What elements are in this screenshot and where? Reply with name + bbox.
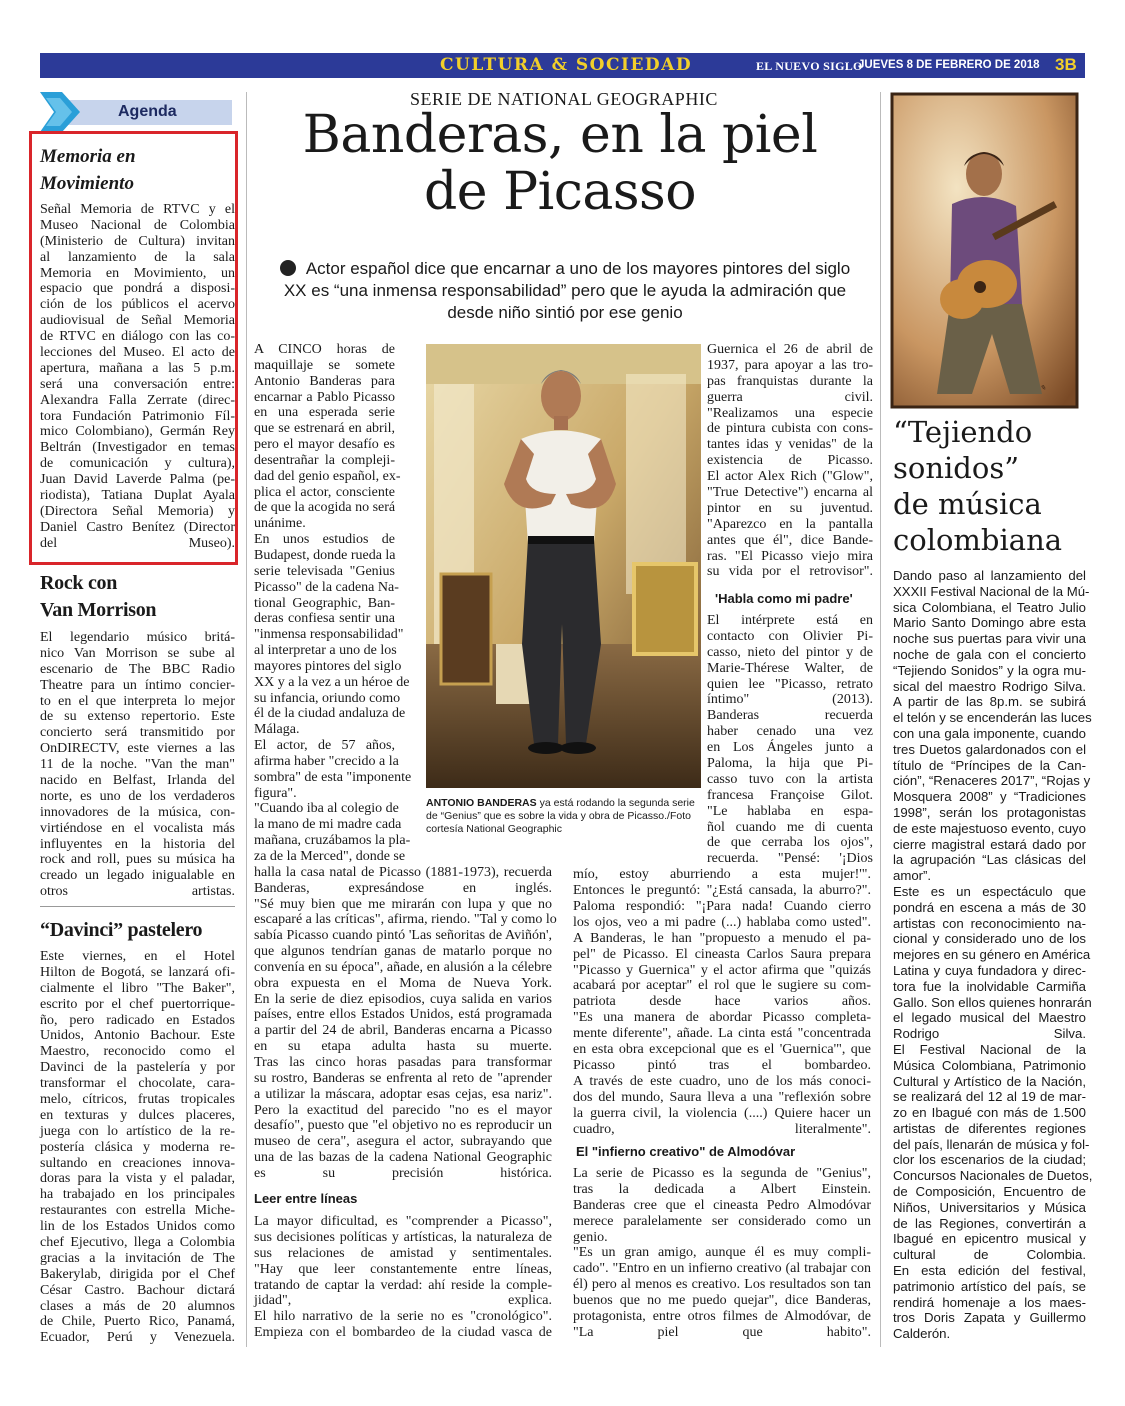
text-line: una de las bazas de la cadena National Geographic bbox=[254, 1150, 552, 1166]
text-line: a partir del 24 de abril, Banderas encarna a Picasso bbox=[254, 1023, 552, 1039]
text-line: "Hay que leer constantemente entre líneas, bbox=[254, 1261, 552, 1277]
text-line: de este majestuoso evento, cuyo bbox=[893, 820, 1086, 836]
text-line: Theatre para un íntimo concier- bbox=[40, 677, 235, 693]
text-line: tora Fundación Patrimonio Fíl- bbox=[40, 408, 235, 424]
text-line: cado". "Entro en un infierno creativo (al trabajar con bbox=[573, 1261, 871, 1277]
text-line: sus relaciones de amistad y sentimentales. bbox=[254, 1245, 552, 1261]
guitarist-painting bbox=[892, 94, 1077, 407]
text-line: rock and roll, pues su música ha bbox=[40, 852, 235, 868]
text-line: desafío", puesto que "el objetivo no es reproducir un bbox=[254, 1118, 552, 1134]
text-line: Guernica el 26 de abril de bbox=[707, 342, 873, 357]
text-line: del Museo). bbox=[40, 535, 235, 551]
text-line: “Tejiendo Sonidos” y la ogra mu- bbox=[893, 662, 1086, 678]
text-line: innovadores de la música, con- bbox=[40, 804, 235, 820]
text-line: en esta obra excepcional que es el 'Guernica'", que bbox=[573, 1042, 871, 1058]
text-line: Paloma, la hija que Pi- bbox=[707, 756, 873, 772]
text-line: su infancia, oriundo como bbox=[254, 690, 401, 706]
text-line: quien lee "Picasso, retrato bbox=[707, 676, 873, 692]
text-line: El intérprete está en bbox=[707, 613, 873, 628]
text-line: sica Colombiana, el Teatro Julio bbox=[893, 599, 1086, 615]
deck-text: Actor español dice que encarnar a uno de los mayores pintores del siglo XX es “una inmensa responsabilidad” pero que le ayuda la admiración que desde niño sintió por ese genio bbox=[283, 259, 851, 322]
text-line: espacio que pondrá a disposi- bbox=[40, 281, 235, 297]
text-line: la guerra civil, la violencia (....) Quiere hacer un bbox=[573, 1105, 871, 1121]
text-line: Gallo. Son ellos quienes honrarán bbox=[893, 994, 1092, 1010]
text-line: transformar el chocolate, cara- bbox=[40, 1076, 235, 1092]
text-line: Beltrán (Investigador en temas bbox=[40, 440, 235, 456]
text-line: en texturas y dulces placeres, bbox=[40, 1107, 235, 1123]
text-line: de Composición, Encuentro de bbox=[893, 1184, 1086, 1200]
text-line: del país, llenarán de música y fol- bbox=[893, 1136, 1090, 1152]
text-line: Málaga. bbox=[254, 722, 300, 738]
text-line: encarnar a Pablo Picasso bbox=[254, 389, 395, 405]
text-line: guerra civil. bbox=[707, 389, 873, 405]
agenda-rock-text bbox=[40, 630, 235, 900]
text-line: otros artistas. bbox=[40, 884, 235, 900]
text-line: mañana, cruzábamos la pla- bbox=[254, 833, 411, 849]
text-line: tional Geographic, Ban- bbox=[254, 595, 395, 611]
text-line: es su precisión histórica. bbox=[254, 1165, 552, 1181]
text-line: dos del mundo, Saura lleva a una "reflexión sobre bbox=[573, 1089, 871, 1105]
text-line: museo de cera", asegura el actor, subrayando que bbox=[254, 1134, 552, 1150]
text-line: Calderón. bbox=[893, 1326, 951, 1342]
text-line: zo en Ibagué con más de 1.500 bbox=[893, 1105, 1086, 1121]
text-line: melo, cítricos, frutas tropicales bbox=[40, 1092, 235, 1108]
text-line: El legendario músico britá- bbox=[40, 630, 235, 645]
article-body-col1 bbox=[254, 342, 557, 1182]
text-line: restaurantes con estrella Miche- bbox=[40, 1203, 235, 1219]
text-line: de que cerraba los ojos", bbox=[707, 835, 873, 851]
text-line: sombra" de esta "imponente bbox=[254, 769, 412, 785]
text-line: tratando de captar la verdad: ahí reside la comple- bbox=[254, 1277, 552, 1293]
agenda-memoria-text bbox=[40, 202, 235, 552]
item-title: “Davinci” pastelero bbox=[40, 919, 203, 941]
text-line: El actor Alex Rich ("Glow", bbox=[707, 469, 873, 485]
text-line: XX y a la vez a un héroe de bbox=[254, 674, 410, 690]
text-line: haber cenado una vez bbox=[707, 724, 873, 740]
text-line: El actor, de 57 años, bbox=[254, 738, 395, 754]
text-line: de su extenso repertorio. Este bbox=[40, 709, 235, 725]
text-line: mico Colombiano), Germán Rey bbox=[40, 424, 235, 440]
text-line: con una gala imponente, cuando bbox=[893, 725, 1086, 741]
text-line: La serie de Picasso es la segunda de "Genius", bbox=[573, 1166, 871, 1181]
text-line: Concursos Nacionales de Duetos, bbox=[893, 1168, 1093, 1184]
text-line: su vida por el retrovisor". bbox=[707, 564, 873, 580]
text-line: nico Van Morrison se sube al bbox=[40, 645, 235, 661]
subheading: El "infierno creativo" de Almodóvar bbox=[576, 1144, 796, 1159]
arrow-icon bbox=[40, 92, 80, 132]
text-line: halla la casa natal de Picasso (1881-1973), recuerda bbox=[254, 864, 552, 880]
text-line: escaparé a las críticas", afirma, riendo. "Tal y como lo bbox=[254, 912, 557, 928]
text-line: tora fue la inolvidable Carmiña bbox=[893, 978, 1086, 994]
subheading: 'Habla como mi padre' bbox=[715, 591, 853, 606]
text-line: Marie-Thérese Walter, de bbox=[707, 660, 873, 676]
text-line: "Es un gran amigo, aunque él es muy compli- bbox=[573, 1245, 871, 1261]
agenda-item-memoria bbox=[40, 143, 136, 197]
text-line: pintor en su juventud. bbox=[707, 500, 873, 516]
text-line: Ibagué en epicentro musical y bbox=[893, 1231, 1086, 1247]
caption-text: ya está rodando la segunda serie de “Genius” que es sobre la vida y obra de Picasso./Foto cortesía National Geographic bbox=[426, 797, 695, 835]
text-line: Memoria en Movimiento, un bbox=[40, 265, 235, 281]
text-line: dad del genio español, ex- bbox=[254, 468, 401, 484]
newspaper-name: EL NUEVO SIGLO bbox=[756, 59, 863, 73]
text-line: Este es un espectáculo que bbox=[893, 883, 1086, 899]
text-line: en Los Ángeles junto a bbox=[707, 740, 873, 756]
text-line: tres Duetos galardonados con el bbox=[893, 741, 1086, 757]
text-line: za de la Merced", donde se bbox=[254, 849, 406, 864]
text-line: Budapest, donde rueda la bbox=[254, 547, 396, 563]
text-line: de Chile, Puerto Rico, Panamá, bbox=[40, 1314, 235, 1330]
text-line: noche de gala con el concierto bbox=[893, 646, 1086, 662]
text-line: "Picasso y Guernica" y el actor afirma que "quizás bbox=[573, 962, 871, 978]
title-line: sonidos” bbox=[893, 451, 1020, 485]
text-line: existencia de Picasso. bbox=[707, 453, 873, 469]
text-line: ción de los públicos el acervo bbox=[40, 297, 235, 313]
text-line: casso, nieto del pintor y de bbox=[707, 644, 873, 660]
text-line: mío, estoy aburriendo a esta mujer!'". bbox=[573, 867, 871, 883]
text-line: "True Detective") encarna al bbox=[707, 485, 873, 501]
text-line: Latina y cuya fundadora y direc- bbox=[893, 962, 1086, 978]
side-article-text bbox=[893, 568, 1093, 1342]
text-line: unánime. bbox=[254, 516, 306, 532]
agenda-davinci-text bbox=[40, 949, 235, 1346]
text-line: mayores pintores del siglo bbox=[254, 658, 402, 674]
text-line: Daniel Castro Benítez (Director bbox=[40, 519, 235, 535]
text-line: "Sé muy bien que me mirarán con lupa y que no bbox=[254, 896, 552, 912]
text-line: plica el actor, consciente bbox=[254, 484, 395, 500]
text-line: al lanzamiento de la sala bbox=[40, 249, 235, 265]
text-line: César Castro. Bachour dictará bbox=[40, 1282, 235, 1298]
text-line: Banderas recuerda bbox=[707, 708, 873, 724]
text-line: Juan David Laverde Palma (pe- bbox=[40, 472, 235, 488]
text-line: recuerda. "Pensé: '¡Dios bbox=[707, 851, 873, 867]
text-line: de que la acogida no será bbox=[254, 500, 396, 516]
text-line: genio. bbox=[573, 1229, 608, 1245]
text-line: cuadro, literalmente". bbox=[573, 1121, 871, 1137]
text-line: Paloma respondió: "¡Para nada! Cuando cierro bbox=[573, 899, 871, 915]
text-line: él de la ciudad andaluza de bbox=[254, 706, 406, 722]
text-line: título de “Príncipes de la Can- bbox=[893, 757, 1086, 773]
text-line: juega con lo artístico de la re- bbox=[40, 1123, 235, 1139]
text-line: A Banderas, le han "propuesto a menudo el pa- bbox=[573, 930, 871, 946]
text-line: cierre magistral estará dado por bbox=[893, 836, 1086, 852]
text-line: creado un legado inigualable en bbox=[40, 868, 235, 884]
text-line: Pero la exactitud del parecido "no es el mayor bbox=[254, 1102, 552, 1118]
item-title: Van Morrison bbox=[40, 599, 157, 621]
text-line: En unos estudios de bbox=[254, 532, 395, 548]
headline-line: Banderas, en la piel bbox=[302, 105, 818, 165]
text-line: chef Ejecutivo, llega a Colombia bbox=[40, 1235, 235, 1251]
text-line: virtiéndose en el vocalista más bbox=[40, 820, 235, 836]
text-line: A través de este cuadro, uno de los más conoci- bbox=[573, 1073, 871, 1089]
text-line: "Cuando iba al colegio de bbox=[254, 801, 399, 817]
text-line: riodista), Tatiana Duplat Ayala bbox=[40, 488, 235, 504]
caption-lead: ANTONIO BANDERAS bbox=[426, 797, 537, 809]
text-line: sultando en creaciones innova- bbox=[40, 1155, 235, 1171]
text-line: (Directora Señal Memoria) y bbox=[40, 503, 235, 519]
text-line: tantes idas y venidas" de la bbox=[707, 437, 873, 453]
text-line: La mayor dificultad, es "comprender a Picasso", bbox=[254, 1214, 552, 1229]
text-line: pondrá en escena a más de 30 bbox=[893, 899, 1086, 915]
text-line: pero el mayor desafío es bbox=[254, 437, 395, 453]
text-line: patrimonio artístico del país, se bbox=[893, 1278, 1086, 1294]
text-line: A partir de las 8p.m. se subirá bbox=[893, 694, 1086, 710]
text-line: será una conversación entre: bbox=[40, 376, 235, 392]
text-line: la agrupación “Las clásicas del bbox=[893, 852, 1086, 868]
text-line: tros Doris Zapata y Guillermo bbox=[893, 1310, 1086, 1326]
text-line: Ecuador, Perú y Venezuela. bbox=[40, 1330, 235, 1346]
text-line: ras. "El Picasso viejo mira bbox=[707, 548, 873, 564]
text-line: audiovisual de Señal Memoria bbox=[40, 313, 235, 329]
text-line: ción”, “Renaceres 2017”, “Rojas y bbox=[893, 773, 1091, 789]
text-line: se realizará del 12 al 19 de mar- bbox=[893, 1089, 1086, 1105]
agenda-item-rock bbox=[40, 570, 156, 624]
text-line: de comunicación y cultura), bbox=[40, 456, 235, 472]
text-line: francesa Françoise Gilot. bbox=[707, 787, 873, 803]
bullet-icon bbox=[280, 260, 296, 276]
text-line: apertura, mañana a las 5 p.m. bbox=[40, 360, 235, 376]
text-line: Museo Nacional de Colombia bbox=[40, 217, 235, 233]
page-number: 3B bbox=[1055, 55, 1077, 74]
text-line: artistas con reconocimiento na- bbox=[893, 915, 1086, 931]
publication-date: JUEVES 8 DE FEBRERO DE 2018 bbox=[858, 59, 1040, 71]
text-line: "Realizamos una especie bbox=[707, 405, 873, 421]
side-article-title bbox=[893, 414, 1062, 558]
text-line: afirma haber "crecido a la bbox=[254, 753, 399, 769]
text-line: "Es una manera de abordar Picasso completa- bbox=[573, 1010, 871, 1026]
text-line: sabía Picasso cuando pintó 'Las señoritas de Aviñón', bbox=[254, 928, 552, 944]
text-line: países, entre ellos Estados Unidos, está programada bbox=[254, 1007, 552, 1023]
text-line: el telón y se encenderán las luces bbox=[893, 710, 1092, 726]
text-line: él) pero al menos es creativo. Los resultados son tan bbox=[573, 1277, 871, 1293]
text-line: Música Colombiana, Patrimonio bbox=[893, 1057, 1086, 1073]
text-line: ha trabajado en los principales bbox=[40, 1187, 235, 1203]
text-line: desentrañar la compleji- bbox=[254, 452, 395, 468]
text-line: rendirá homenaje a los maes- bbox=[893, 1294, 1086, 1310]
text-line: Alexandra Falla Zerrate (direc- bbox=[40, 392, 235, 408]
text-line: Maestro, reconocido como el bbox=[40, 1044, 235, 1060]
text-line: El Festival Nacional de la bbox=[893, 1041, 1086, 1057]
text-line: OnDIRECTV, este viernes a las bbox=[40, 741, 235, 757]
text-line: a utilizar la máscara, adoptar esas cejas, esa nariz". bbox=[254, 1086, 552, 1102]
article-deck bbox=[270, 258, 860, 324]
text-line: jidad", explica. bbox=[254, 1293, 552, 1309]
text-line: postería clásica y moderna re- bbox=[40, 1139, 235, 1155]
column-divider bbox=[246, 92, 247, 1347]
text-line: artistas de diferentes regiones bbox=[893, 1120, 1086, 1136]
text-line: pel" de Picasso. El cineasta Carlos Saura prepara bbox=[573, 946, 871, 962]
text-line: clases a más de 20 alumnos bbox=[40, 1298, 235, 1314]
text-line: En esta edición del festival, bbox=[893, 1263, 1086, 1279]
text-line: Hilton de Bogotá, se lanzará ofi- bbox=[40, 964, 235, 980]
text-line: íntimo" (2013). bbox=[707, 692, 873, 708]
text-line: figura". bbox=[254, 785, 297, 801]
text-line: Picasso pintó tras el bombardeo. bbox=[573, 1057, 871, 1073]
text-line: mente diferente", añade. La cinta está "concentrada bbox=[573, 1026, 871, 1042]
text-line: El hilo narrativo de la serie no es "cronológico". bbox=[254, 1309, 552, 1325]
agenda-label: Agenda bbox=[118, 103, 177, 120]
text-line: "inmensa responsabilidad" bbox=[254, 627, 404, 643]
article-photo bbox=[426, 344, 701, 788]
text-line: "Le hablaba en espa- bbox=[707, 803, 873, 819]
text-line: sical del maestro Rodrigo Silva. bbox=[893, 678, 1086, 694]
text-line: lecciones del Museo. El acto de bbox=[40, 345, 235, 361]
text-line: gracias a la invitación de The bbox=[40, 1250, 235, 1266]
text-line: Dando paso al lanzamiento del bbox=[893, 568, 1086, 583]
article-headline bbox=[245, 107, 875, 221]
text-line: (Ministerio de Cultura) invitan bbox=[40, 233, 235, 249]
text-line: A CINCO horas de bbox=[254, 342, 395, 357]
text-line: Davinci de la pastelería y por bbox=[40, 1060, 235, 1076]
text-line: al interpretar a uno de los bbox=[254, 643, 397, 659]
text-line: cultural de Colombia. bbox=[893, 1247, 1086, 1263]
headline-line: de Picasso bbox=[423, 162, 696, 222]
text-line: Banderas cree que el cineasta Pedro Almodóvar bbox=[573, 1197, 871, 1213]
text-line: obra expuesta en el Moma de Nueva York. bbox=[254, 975, 552, 991]
text-line: el legado musical del Maestro bbox=[893, 1010, 1086, 1026]
text-line: cialmente el libro "The Baker", bbox=[40, 980, 235, 996]
text-line: Antonio Banderas para bbox=[254, 373, 395, 389]
article-body-col1b bbox=[254, 1214, 552, 1341]
column-divider bbox=[880, 92, 881, 1347]
text-line: "La piel que habito". bbox=[573, 1324, 871, 1340]
text-line: casso tuvo con la artista bbox=[707, 771, 873, 787]
title-line: colombiana bbox=[893, 523, 1063, 557]
text-line: los ojos, veo a mi padre (...) hablaba como usted". bbox=[573, 914, 871, 930]
text-line: ño, pero radicado en Estados bbox=[40, 1012, 235, 1028]
text-line: sus decisiones políticas y artísticas, la naturaleza de bbox=[254, 1229, 552, 1245]
text-line: Picasso" de la cadena Na- bbox=[254, 579, 399, 595]
text-line: escenario de The BBC Radio bbox=[40, 661, 235, 677]
title-line: “Tejiendo bbox=[893, 415, 1033, 449]
photo-caption bbox=[426, 797, 701, 836]
text-line: doras para la vista y el paladar, bbox=[40, 1171, 235, 1187]
text-line: de las Regiones, convertirán a bbox=[893, 1215, 1086, 1231]
text-line: influyentes en la historia del bbox=[40, 836, 235, 852]
text-line: serie televisada "Genius bbox=[254, 563, 395, 579]
text-line: contacto con Olivier Pi- bbox=[707, 628, 873, 644]
text-line: Este viernes, en el Hotel bbox=[40, 949, 235, 964]
text-line: Mario Santo Domingo abre esta bbox=[893, 615, 1086, 631]
text-line: convenía en su época", añade, en alusión a la célebre bbox=[254, 959, 552, 975]
text-line: XXXII Festival Nacional de la Mú- bbox=[893, 583, 1090, 599]
text-line: 11 de la noche. "Van the man" bbox=[40, 757, 235, 773]
text-line: Entonces le preguntó: "¿Está cansada, la aburro?". bbox=[573, 883, 871, 899]
article-kicker: SERIE DE NATIONAL GEOGRAPHIC bbox=[410, 89, 718, 109]
text-line: en una esperada serie bbox=[254, 405, 395, 421]
text-line: clor los escenarios de la ciudad; bbox=[893, 1152, 1086, 1168]
text-line: Tras las cinco horas pasadas para transformar bbox=[254, 1054, 552, 1070]
text-line: "Aparezco en la pantalla bbox=[707, 516, 873, 532]
text-line: Unidos, Antonio Bachour. Este bbox=[40, 1028, 235, 1044]
text-line: to en el que interpreta lo mejor bbox=[40, 693, 235, 709]
text-line: nacido en Belfast, Irlanda del bbox=[40, 773, 235, 789]
text-line: concierto será transmitido por bbox=[40, 725, 235, 741]
text-line: cional y considerado uno de los bbox=[893, 931, 1086, 947]
text-line: la mano de mi madre cada bbox=[254, 817, 402, 833]
text-line: Cultural y Artístico de la Nación, bbox=[893, 1073, 1086, 1089]
text-line: En la serie de diez episodios, cuya salida en varios bbox=[254, 991, 552, 1007]
subheading: Leer entre líneas bbox=[254, 1191, 358, 1206]
title-line: de música bbox=[893, 487, 1042, 521]
divider bbox=[40, 906, 235, 907]
item-title: Memoria en bbox=[40, 146, 136, 167]
article-body-col2c bbox=[573, 1166, 871, 1341]
svg-text:✎: ✎ bbox=[1040, 384, 1046, 392]
text-line: ñol cuando me di cuenta bbox=[707, 819, 873, 835]
text-line: 1937, para apoyar a las tro- bbox=[707, 357, 873, 373]
text-line: su rostro, Banderas se enfrenta al reto de "aprender bbox=[254, 1070, 552, 1086]
text-line: tras la dedicada a Albert Einstein. bbox=[573, 1181, 871, 1197]
text-line: Empieza con el bombardeo de la ciudad vasca de bbox=[254, 1325, 552, 1341]
article-body-col2 bbox=[707, 342, 873, 580]
text-line: buenos que no me puedo quejar", dice Banderas, bbox=[573, 1293, 871, 1309]
text-line: 1998”, serán los protagonistas bbox=[893, 804, 1086, 820]
text-line: Banderas, expresándose en inglés. bbox=[254, 880, 552, 896]
text-line: de pintura cubista con cons- bbox=[707, 421, 873, 437]
text-line: amor”. bbox=[893, 868, 932, 884]
text-line: patriota desde hace varios años. bbox=[573, 994, 871, 1010]
text-line: norte, es uno de los verdaderos bbox=[40, 788, 235, 804]
text-line: lin de los Estados Unidos como bbox=[40, 1219, 235, 1235]
text-line: pas franquistas durante la bbox=[707, 373, 873, 389]
text-line: protagonista, entre otros filmes de Almodóvar, de bbox=[573, 1309, 871, 1325]
text-line: Bakerylab, dirigida por el Chef bbox=[40, 1266, 235, 1282]
article-body-col2b bbox=[573, 613, 873, 1137]
text-line: Niños, Universitarios y Música bbox=[893, 1199, 1086, 1215]
text-line: merece paralelamente ser considerado como un bbox=[573, 1213, 871, 1229]
text-line: Rodrigo Silva. bbox=[893, 1026, 1086, 1042]
text-line: acabará por aceptar" el rol que le sugiere su com- bbox=[573, 978, 871, 994]
text-line: maquillaje se somete bbox=[254, 357, 395, 373]
text-line: en su etapa adulta hasta su muerte. bbox=[254, 1039, 552, 1055]
text-line: noche sus puertas para vivir una bbox=[893, 631, 1086, 647]
text-line: escrito por el chef puertorrique- bbox=[40, 996, 235, 1012]
text-line: de RTVC en diálogo con las co- bbox=[40, 329, 235, 345]
section-name: CULTURA & SOCIEDAD bbox=[440, 55, 693, 75]
text-line: deras confiesa sentir una bbox=[254, 611, 395, 627]
item-title: Movimiento bbox=[40, 173, 134, 194]
text-line: antes que él", dice Bande- bbox=[707, 532, 873, 548]
text-line: Mosquera 2008” y “Tradiciones bbox=[893, 789, 1086, 805]
text-line: que algunos tendrían ganas de matarlo porque no bbox=[254, 944, 552, 960]
text-line: Señal Memoria de RTVC y el bbox=[40, 202, 235, 217]
text-line: mejores en su género en América bbox=[893, 947, 1091, 963]
text-line: que se estrenará en abril, bbox=[254, 421, 395, 437]
item-title: Rock con bbox=[40, 572, 118, 594]
